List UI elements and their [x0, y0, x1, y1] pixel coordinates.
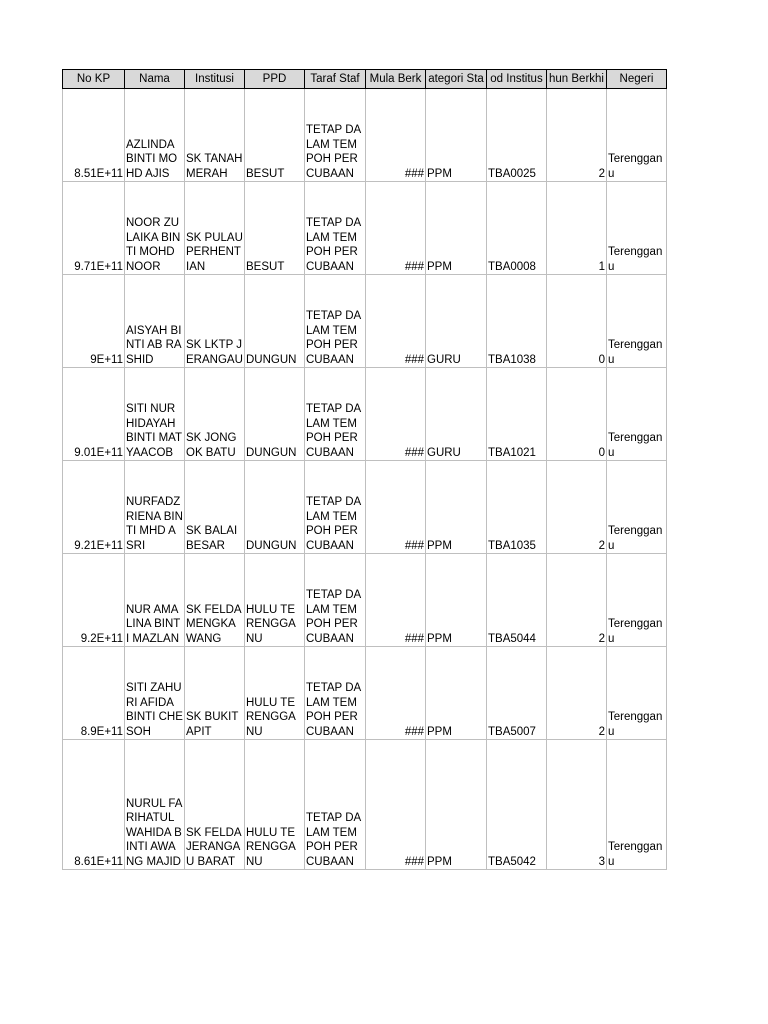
cell-kategori-staf: PPM — [426, 647, 487, 740]
cell-kod-institusi: TBA1021 — [487, 368, 547, 461]
cell-kod-institusi: TBA0025 — [487, 89, 547, 182]
cell-kod-institusi: TBA5044 — [487, 554, 547, 647]
cell-institusi: SK FELDA MENGKAWANG — [185, 554, 245, 647]
cell-negeri: Terengganu — [607, 461, 667, 554]
table-row — [63, 740, 667, 870]
header-ppd: PPD — [245, 70, 305, 89]
cell-ppd: HULU TERENGGANU — [245, 647, 305, 740]
table-row — [63, 182, 667, 275]
cell-nama: NURUL FARIHATUL WAHIDA BINTI AWANG MAJID — [125, 740, 185, 870]
cell-institusi: SK FELDA JERANGAU BARAT — [185, 740, 245, 870]
cell-taraf-staf: TETAP DALAM TEMPOH PERCUBAAN — [305, 647, 366, 740]
cell-kod-institusi: TBA5042 — [487, 740, 547, 870]
header-tahun-berkhidmat: hun Berkhi — [547, 70, 607, 89]
cell-tahun-berkhidmat: 3 — [547, 740, 607, 870]
table-row — [63, 554, 667, 647]
cell-institusi: SK BALAI BESAR — [185, 461, 245, 554]
cell-negeri: Terengganu — [607, 647, 667, 740]
cell-nama: NURFADZRIENA BINTI MHD ASRI — [125, 461, 185, 554]
cell-no-kp: 9E+11 — [63, 275, 125, 368]
cell-negeri: Terengganu — [607, 368, 667, 461]
cell-tahun-berkhidmat: 0 — [547, 368, 607, 461]
cell-taraf-staf: TETAP DALAM TEMPOH PERCUBAAN — [305, 368, 366, 461]
cell-no-kp: 9.01E+11 — [63, 368, 125, 461]
cell-kategori-staf: PPM — [426, 461, 487, 554]
cell-taraf-staf: TETAP DALAM TEMPOH PERCUBAAN — [305, 89, 366, 182]
table-row — [63, 647, 667, 740]
cell-tahun-berkhidmat: 1 — [547, 182, 607, 275]
cell-mula-berkhidmat: ### — [366, 740, 426, 870]
cell-ppd: DUNGUN — [245, 275, 305, 368]
cell-no-kp: 9.71E+11 — [63, 182, 125, 275]
cell-nama: AZLINDA BINTI MOHD AJIS — [125, 89, 185, 182]
cell-kategori-staf: PPM — [426, 740, 487, 870]
cell-taraf-staf: TETAP DALAM TEMPOH PERCUBAAN — [305, 461, 366, 554]
cell-taraf-staf: TETAP DALAM TEMPOH PERCUBAAN — [305, 740, 366, 870]
cell-nama: SITI ZAHURI AFIDA BINTI CHE SOH — [125, 647, 185, 740]
cell-nama: AISYAH BINTI AB RASHID — [125, 275, 185, 368]
cell-institusi: SK JONGOK BATU — [185, 368, 245, 461]
cell-no-kp: 8.9E+11 — [63, 647, 125, 740]
cell-ppd: DUNGUN — [245, 461, 305, 554]
cell-nama: NUR AMALINA BINTI MAZLAN — [125, 554, 185, 647]
header-negeri: Negeri — [607, 70, 667, 89]
cell-tahun-berkhidmat: 2 — [547, 647, 607, 740]
cell-kod-institusi: TBA1038 — [487, 275, 547, 368]
header-kod-institusi: od Institus — [487, 70, 547, 89]
cell-kod-institusi: TBA5007 — [487, 647, 547, 740]
cell-mula-berkhidmat: ### — [366, 554, 426, 647]
cell-kategori-staf: GURU — [426, 275, 487, 368]
cell-ppd: HULU TERENGGANU — [245, 554, 305, 647]
cell-institusi: SK BUKIT APIT — [185, 647, 245, 740]
header-taraf-staf: Taraf Staf — [305, 70, 366, 89]
header-row — [63, 70, 667, 89]
cell-kategori-staf: PPM — [426, 89, 487, 182]
cell-ppd: BESUT — [245, 182, 305, 275]
cell-kategori-staf: GURU — [426, 368, 487, 461]
header-kategori-staf: ategori Sta — [426, 70, 487, 89]
cell-negeri: Terengganu — [607, 275, 667, 368]
cell-tahun-berkhidmat: 2 — [547, 461, 607, 554]
cell-kategori-staf: PPM — [426, 182, 487, 275]
cell-institusi: SK LKTP JERANGAU — [185, 275, 245, 368]
cell-tahun-berkhidmat: 2 — [547, 89, 607, 182]
cell-ppd: DUNGUN — [245, 368, 305, 461]
cell-tahun-berkhidmat: 2 — [547, 554, 607, 647]
header-institusi: Institusi — [185, 70, 245, 89]
cell-taraf-staf: TETAP DALAM TEMPOH PERCUBAAN — [305, 275, 366, 368]
cell-mula-berkhidmat: ### — [366, 461, 426, 554]
cell-nama: SITI NUR HIDAYAH BINTI MAT YAACOB — [125, 368, 185, 461]
cell-mula-berkhidmat: ### — [366, 89, 426, 182]
cell-no-kp: 8.61E+11 — [63, 740, 125, 870]
cell-no-kp: 9.21E+11 — [63, 461, 125, 554]
cell-negeri: Terengganu — [607, 182, 667, 275]
cell-institusi: SK TANAH MERAH — [185, 89, 245, 182]
staff-table — [62, 69, 667, 870]
cell-mula-berkhidmat: ### — [366, 182, 426, 275]
cell-negeri: Terengganu — [607, 740, 667, 870]
cell-kod-institusi: TBA1035 — [487, 461, 547, 554]
cell-taraf-staf: TETAP DALAM TEMPOH PERCUBAAN — [305, 554, 366, 647]
header-nama: Nama — [125, 70, 185, 89]
cell-no-kp: 8.51E+11 — [63, 89, 125, 182]
cell-kod-institusi: TBA0008 — [487, 182, 547, 275]
table-row — [63, 89, 667, 182]
cell-mula-berkhidmat: ### — [366, 647, 426, 740]
cell-kategori-staf: PPM — [426, 554, 487, 647]
cell-mula-berkhidmat: ### — [366, 275, 426, 368]
cell-mula-berkhidmat: ### — [366, 368, 426, 461]
cell-ppd: BESUT — [245, 89, 305, 182]
cell-nama: NOOR ZULAIKA BINTI MOHD NOOR — [125, 182, 185, 275]
header-mula-berkhidmat: Mula Berk — [366, 70, 426, 89]
cell-tahun-berkhidmat: 0 — [547, 275, 607, 368]
table-row — [63, 275, 667, 368]
table-row — [63, 461, 667, 554]
cell-institusi: SK PULAU PERHENTIAN — [185, 182, 245, 275]
cell-ppd: HULU TERENGGANU — [245, 740, 305, 870]
cell-negeri: Terengganu — [607, 554, 667, 647]
cell-taraf-staf: TETAP DALAM TEMPOH PERCUBAAN — [305, 182, 366, 275]
header-no-kp: No KP — [63, 70, 125, 89]
table-row — [63, 368, 667, 461]
cell-negeri: Terengganu — [607, 89, 667, 182]
cell-no-kp: 9.2E+11 — [63, 554, 125, 647]
